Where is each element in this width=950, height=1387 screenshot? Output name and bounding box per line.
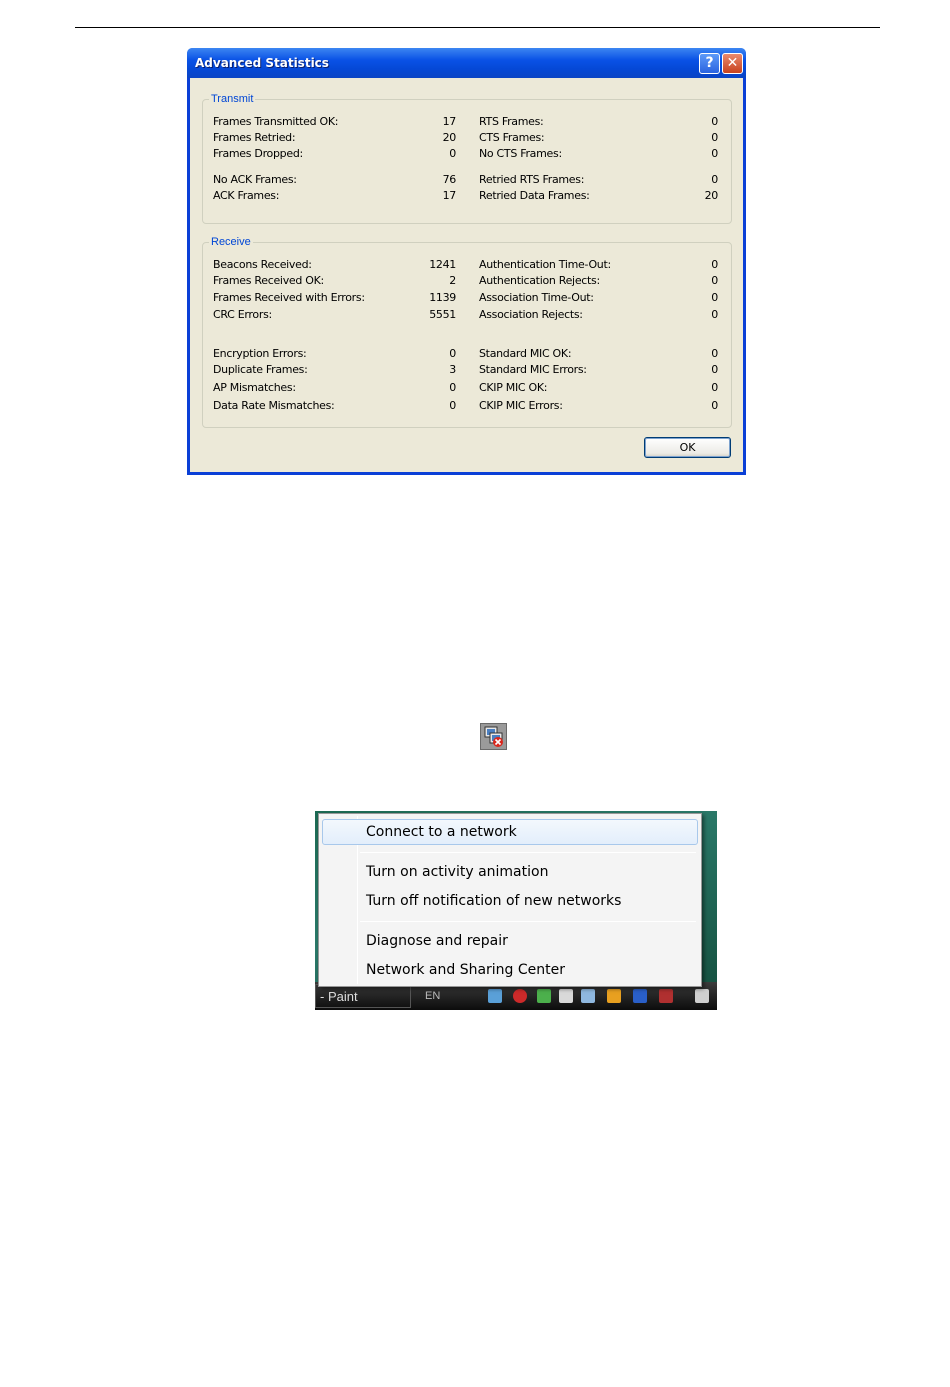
stat-value: 0	[449, 347, 456, 360]
stat-label: CKIP MIC Errors:	[479, 399, 563, 412]
menu-item-connect[interactable]: Connect to a network	[322, 819, 698, 845]
stat-value: 0	[711, 347, 718, 360]
stat-label: Frames Dropped:	[213, 147, 303, 160]
stat-value: 0	[449, 381, 456, 394]
menu-item-notification[interactable]: Turn off notification of new networks	[366, 893, 622, 909]
ok-button[interactable]: OK	[644, 437, 731, 458]
stat-label: Beacons Received:	[213, 258, 312, 271]
stat-value: 17	[442, 115, 456, 128]
stat-label: Frames Received with Errors:	[213, 291, 365, 304]
transmit-legend: Transmit	[211, 93, 254, 105]
tray-volume-icon[interactable]	[659, 989, 673, 1003]
stat-label: CKIP MIC OK:	[479, 381, 548, 394]
network-monitors-icon	[481, 724, 506, 749]
stat-value: 0	[711, 258, 718, 271]
stat-label: CRC Errors:	[213, 308, 272, 321]
stat-label: Association Time-Out:	[479, 291, 594, 304]
stat-label: RTS Frames:	[479, 115, 544, 128]
stat-value: 0	[711, 274, 718, 287]
network-disconnected-icon[interactable]	[480, 723, 507, 750]
stat-label: ACK Frames:	[213, 189, 280, 202]
menu-separator	[360, 852, 696, 853]
context-menu-screenshot	[315, 811, 717, 1010]
help-button[interactable]	[699, 53, 720, 74]
tray-download-icon[interactable]	[537, 989, 551, 1003]
menu-item-diagnose[interactable]: Diagnose and repair	[366, 933, 508, 949]
stat-label: Duplicate Frames:	[213, 363, 308, 376]
receive-legend: Receive	[211, 236, 251, 248]
stat-value: 2	[449, 274, 456, 287]
language-indicator[interactable]: EN	[425, 990, 441, 1002]
tray-network-icon[interactable]	[695, 989, 709, 1003]
tray-monitor-icon[interactable]	[633, 989, 647, 1003]
stat-label: Association Rejects:	[479, 308, 583, 321]
dialog-client-area	[190, 78, 743, 472]
stat-value: 76	[442, 173, 456, 186]
advanced-statistics-dialog	[187, 48, 746, 475]
stat-label: Retried RTS Frames:	[479, 173, 585, 186]
stat-value: 20	[704, 189, 718, 202]
stat-value: 0	[711, 173, 718, 186]
stat-label: Frames Retried:	[213, 131, 296, 144]
stat-label: No ACK Frames:	[213, 173, 297, 186]
stat-value: 0	[711, 381, 718, 394]
stat-label: Authentication Time-Out:	[479, 258, 611, 271]
stat-label: Retried Data Frames:	[479, 189, 590, 202]
stat-label: Frames Received OK:	[213, 274, 324, 287]
stat-value: 0	[711, 363, 718, 376]
stat-value: 17	[442, 189, 456, 202]
close-button[interactable]	[722, 53, 743, 74]
tray-app-icon[interactable]	[488, 989, 502, 1003]
stat-value: 0	[711, 131, 718, 144]
stat-value: 3	[449, 363, 456, 376]
tray-warning-icon[interactable]	[607, 989, 621, 1003]
dialog-titlebar[interactable]	[187, 48, 746, 78]
menu-item-sharing-center[interactable]: Network and Sharing Center	[366, 962, 566, 978]
tray-security-icon[interactable]	[513, 989, 527, 1003]
stat-value: 0	[711, 399, 718, 412]
receive-group	[202, 236, 732, 428]
stat-label: No CTS Frames:	[479, 147, 562, 160]
stat-value: 20	[442, 131, 456, 144]
stat-value: 0	[711, 147, 718, 160]
stat-label: Standard MIC OK:	[479, 347, 572, 360]
stat-label: Encryption Errors:	[213, 347, 307, 360]
transmit-group	[202, 93, 732, 224]
tray-device-icon[interactable]	[559, 989, 573, 1003]
stat-value: 0	[449, 399, 456, 412]
stat-value: 0	[711, 291, 718, 304]
menu-separator	[360, 921, 696, 922]
stat-value: 0	[449, 147, 456, 160]
menu-item-activity-animation[interactable]: Turn on activity animation	[366, 864, 549, 880]
header-rule	[75, 27, 880, 28]
network-context-menu	[318, 813, 702, 987]
stat-label: Frames Transmitted OK:	[213, 115, 339, 128]
stat-value: 1241	[429, 258, 456, 271]
stat-label: CTS Frames:	[479, 131, 545, 144]
stat-value: 0	[711, 308, 718, 321]
stat-label: Data Rate Mismatches:	[213, 399, 335, 412]
stat-label: Authentication Rejects:	[479, 274, 600, 287]
stat-label: Standard MIC Errors:	[479, 363, 587, 376]
stat-label: AP Mismatches:	[213, 381, 296, 394]
tray-display-icon[interactable]	[581, 989, 595, 1003]
taskbar-app-button[interactable]: - Paint	[315, 984, 411, 1008]
stat-value: 1139	[429, 291, 456, 304]
stat-value: 5551	[429, 308, 456, 321]
stat-value: 0	[711, 115, 718, 128]
close-icon: ✕	[726, 55, 739, 71]
help-icon: ?	[705, 55, 714, 71]
dialog-title: Advanced Statistics	[195, 56, 329, 70]
